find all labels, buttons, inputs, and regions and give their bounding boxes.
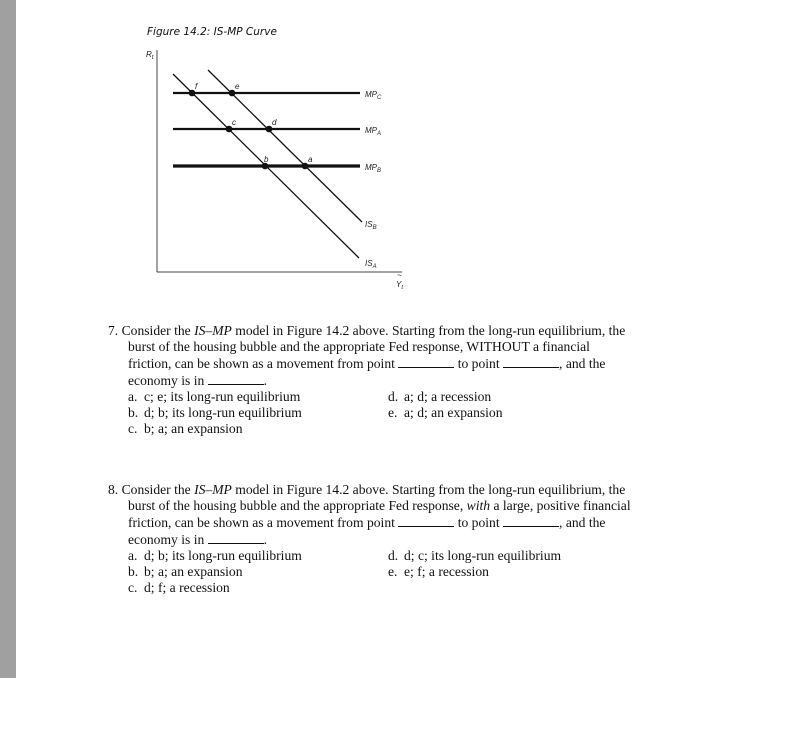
point-c-label: c: [232, 118, 236, 127]
q7-options: [108, 389, 668, 437]
point-a-label: a: [308, 155, 313, 164]
q8-option-c: c. d; f; a recession: [128, 580, 230, 595]
q7-option-c: c. b; a; an expansion: [128, 421, 243, 436]
q7-option-a: a. c; e; its long-run equilibrium: [128, 389, 301, 404]
equilibrium-points: [189, 82, 313, 169]
mp-c-label: $MP_C$: [365, 90, 382, 101]
question-8: [108, 482, 668, 596]
q8-option-b: b. b; a; an expansion: [128, 564, 243, 579]
mp-b-label: $MP_B$: [365, 163, 382, 174]
q7-line-3: friction, can be shown as a movement from point to point , and the: [128, 356, 606, 371]
is-mp-figure: [0, 0, 794, 300]
q7-option-e: e. a; d; an expansion: [388, 405, 503, 420]
x-axis-label: $Y_t$: [396, 280, 404, 291]
q8-line-2: burst of the housing bubble and the appropriate Fed response, with a large, positive financial: [128, 498, 631, 513]
q7-option-d: d. a; d; a recession: [388, 389, 492, 404]
q8-line-3: friction, can be shown as a movement from point to point , and the: [128, 515, 606, 530]
q8-option-a: a. d; b; its long-run equilibrium: [128, 548, 302, 563]
q8-option-e: e. e; f; a recession: [388, 564, 489, 579]
x-axis-tilde: ~: [397, 271, 402, 280]
q7-line-1: 7. Consider the IS–MP model in Figure 14.2 above. Starting from the long-run equilibrium, the: [108, 323, 626, 338]
mp-a-label: $MP_A$: [365, 126, 382, 137]
q7-line-4: economy is in .: [128, 373, 268, 388]
point-d-label: d: [272, 118, 277, 127]
point-b-label: b: [264, 155, 269, 164]
is-b-label: $IS_B$: [365, 220, 377, 231]
y-axis-label: $R_t$: [146, 50, 154, 61]
q8-line-1: 8. Consider the IS–MP model in Figure 14.2 above. Starting from the long-run equilibrium, the: [108, 482, 626, 497]
q7-option-b: b. d; b; its long-run equilibrium: [128, 405, 302, 420]
q7-line-2: burst of the housing bubble and the appropriate Fed response, WITHOUT a financial: [128, 339, 590, 354]
figure-title: Figure 14.2: IS-MP Curve: [147, 26, 277, 38]
is-a-label: $IS_A$: [365, 259, 377, 270]
point-e-label: e: [235, 82, 240, 91]
point-f-label: f: [195, 82, 198, 91]
question-7: [108, 323, 668, 437]
q8-options: [108, 548, 668, 596]
q8-line-4: economy is in .: [128, 532, 268, 547]
q8-option-d: d. d; c; its long-run equilibrium: [388, 548, 562, 563]
